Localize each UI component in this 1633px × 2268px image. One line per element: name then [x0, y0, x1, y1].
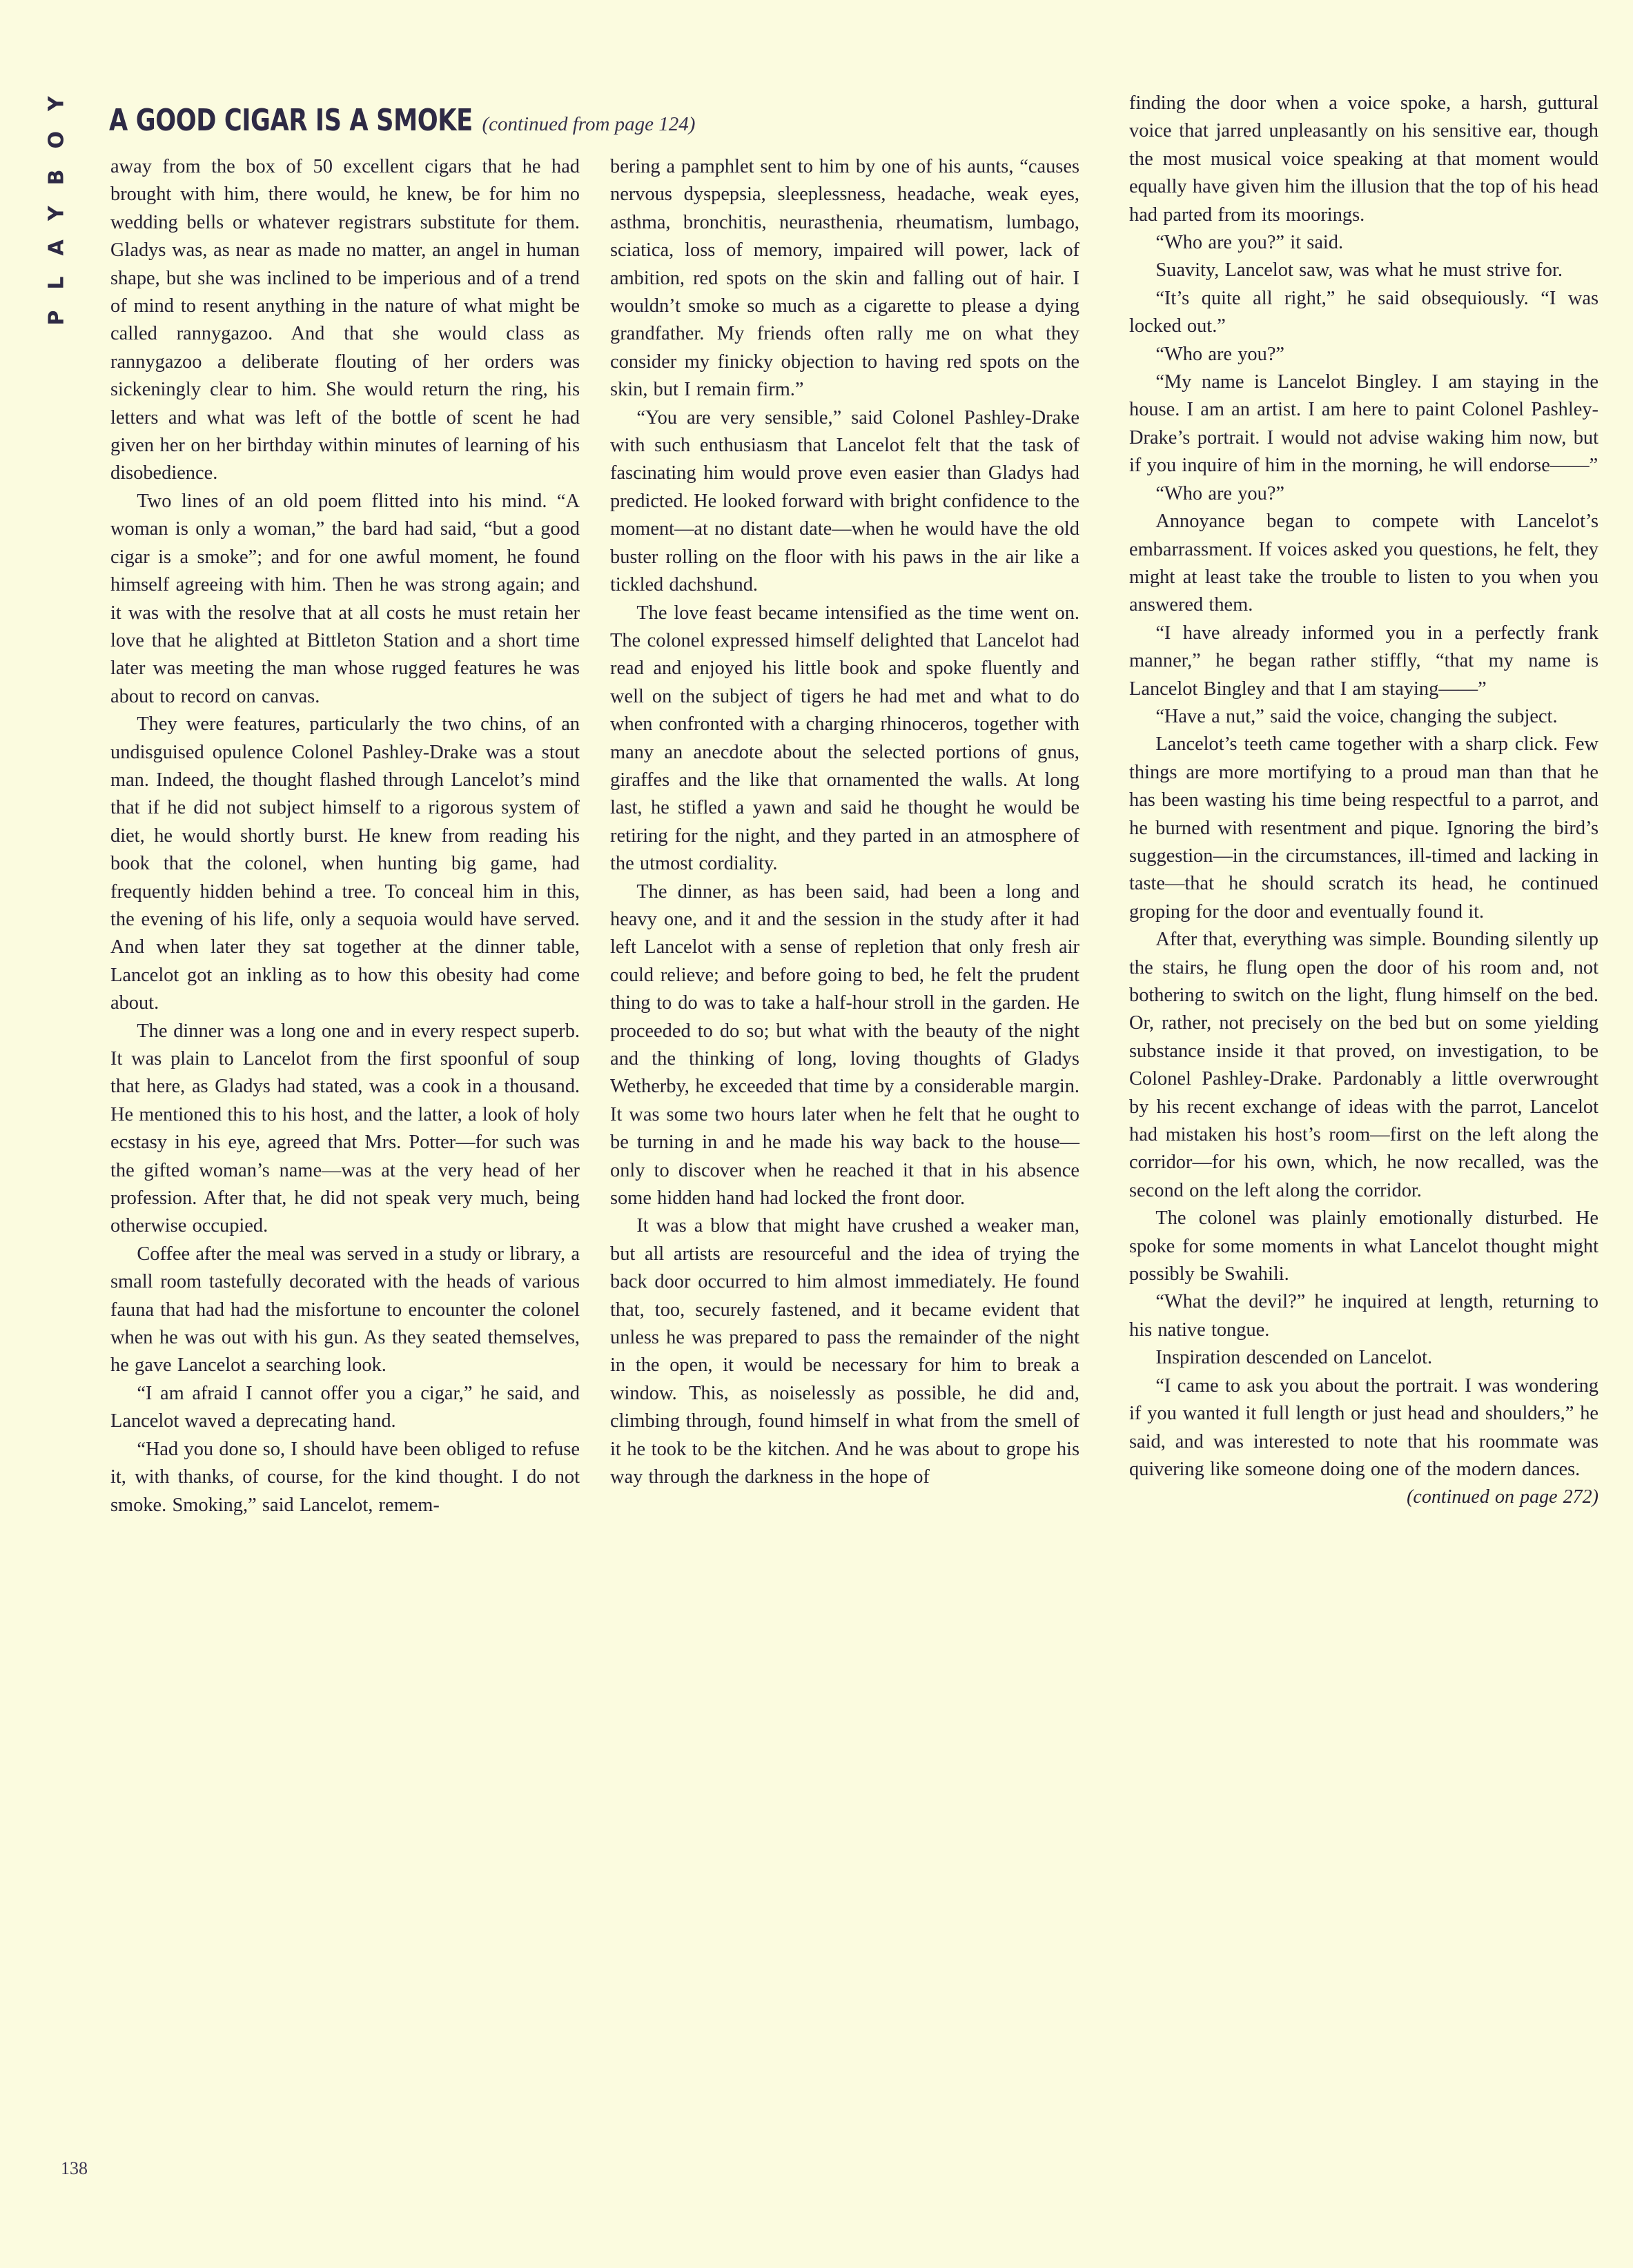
- page-title: A GOOD CIGAR IS A SMOKE: [109, 103, 473, 139]
- paragraph: “Have a nut,” said the voice, changing the subject.: [1155, 705, 1558, 727]
- paragraph: After that, everything was simple. Bounding silently up the stairs, he flung open the door of his room and, not bothering to switch on the light, flung himself on the bed. Or, rather, not precisely on the bed but on some yielding substance inside it that proved, on investigation, to be Colonel Pashley-Drake. Pardonably a little overwrought by his recent exchange of ideas with the parrot, Lancelot had mistaken his host’s room—first on the left along the corridor—for his own, which, he now recalled, was the second on the left along the corridor.: [1129, 929, 1598, 1201]
- paragraph: The colonel was plainly emotionally disturbed. He spoke for some moments in what Lancelot thought might possibly be Swahili.: [1129, 1207, 1598, 1285]
- paragraph: “It’s quite all right,” he said obsequiously. “I was locked out.”: [1129, 287, 1598, 337]
- paragraph: Inspiration descended on Lancelot.: [1155, 1347, 1433, 1369]
- paragraph: “Who are you?”: [1155, 343, 1285, 365]
- paragraph: “I am afraid I cannot offer you a cigar,” he said, and Lancelot waved a deprecating hand.: [110, 1382, 580, 1432]
- paragraph: “I have already informed you in a perfectly frank manner,” he began rather stiffly, “that my name is Lancelot Bingley and that I am staying——”: [1129, 622, 1598, 700]
- paragraph: The dinner, as has been said, had been a long and heavy one, and it and the session in the study after it had left Lancelot with a sense of repletion that only fresh air could relieve; and before going to bed, he felt the prudent thing to do was to take a half-hour stroll in the garden. He proceeded to do so; but what with the beauty of the night and the thinking of long, loving thoughts of Gladys Wetherby, he exceeded that time by a considerable margin. It was some two hours later when he felt that he ought to be turning in and he made his way back to the house—only to discover when he reached it that in his absence some hidden hand had locked the front door.: [610, 880, 1079, 1210]
- body-column-3: [1129, 90, 1598, 1512]
- paragraph: Coffee after the meal was served in a study or library, a small room tastefully decorated with the heads of various fauna that had had the misfortune to encounter the colonel when he was out with his gun. As they seated themselves, he gave Lancelot a searching look.: [110, 1243, 580, 1377]
- paragraph: They were features, particularly the two chins, of an undisguised opulence Colonel Pashley-Drake was a stout man. Indeed, the thought flashed through Lancelot’s mind that if he did not subject himself to a rigorous system of diet, he would shortly burst. He knew from reading his book that the colonel, when hunting big game, had frequently hidden behind a tree. To conceal him in this, the evening of his life, only a sequoia would have served. And when later they sat together at the dinner table, Lancelot got an inkling as to how this obesity had come about.: [110, 713, 580, 1014]
- playboy-masthead: [36, 75, 77, 326]
- continued-from-note: (continued from page 124): [482, 113, 696, 136]
- paragraph: Two lines of an old poem flitted into his mind. “A woman is only a woman,” the bard had said, “but a good cigar is a smoke”; and for one awful moment, he found himself agreeing with him. Then he was strong again; and it was with the resolve that at all costs he must retain her love that he alighted at Bittleton Station and a short time later was meeting the man whose rugged features he was about to record on canvas.: [110, 490, 580, 707]
- paragraph: It was a blow that might have crushed a weaker man, but all artists are resourceful and the idea of trying the back door occurred to him almost immediately. He found that, too, securely fastened, and it became evident that unless he was prepared to pass the remainder of the night in the open, it would be necessary for him to break a window. This, as noiselessly as possible, he did and, climbing through, found himself in what from the smell of it he took to be the kitchen. And he was about to grope his way through the darkness in the hope of: [610, 1215, 1079, 1488]
- paragraph: “I came to ask you about the portrait. I was wondering if you wanted it full length or just head and shoulders,” he said, and was interested to note that his roommate was quivering like someone doing one of the modern dances.: [1129, 1374, 1598, 1480]
- paragraph: “Who are you?” it said.: [1155, 232, 1344, 254]
- paragraph: Annoyance began to compete with Lancelot’s embarrassment. If voices asked you questions, he felt, they might at least take the trouble to listen to you when you answered them.: [1129, 511, 1598, 616]
- paragraph: Lancelot’s teeth came together with a sharp click. Few things are more mortifying to a proud man than that he has been wasting his time being respectful to a parrot, and he burned with resentment and pique. Ignoring the bird’s suggestion—in the circumstances, ill-timed and lacking in taste—that he should scratch its head, he continued groping for the door and eventually found it.: [1129, 733, 1598, 923]
- body-column-1: [110, 153, 580, 1519]
- body-column-2: [610, 153, 1079, 1492]
- paragraph: The dinner was a long one and in every respect superb. It was plain to Lancelot from the first spoonful of soup that here, as Gladys had stated, was a cook in a thousand. He mentioned this to his host, and the latter, a look of holy ecstasy in his eye, agreed that Mrs. Potter—for such was the gifted woman’s name—was at the very head of her profession. After that, he did not speak very much, being otherwise occupied.: [110, 1020, 580, 1237]
- paragraph: “Who are you?”: [1155, 482, 1285, 504]
- masthead-label: PLAYBOY: [44, 75, 69, 326]
- headline-row: [109, 83, 923, 139]
- paragraph: Suavity, Lancelot saw, was what he must strive for.: [1155, 259, 1563, 282]
- paragraph: “Had you done so, I should have been obliged to refuse it, with thanks, of course, for the kind thought. I do not smoke. Smoking,” said Lancelot, remem-: [110, 1438, 580, 1516]
- paragraph: away from the box of 50 excellent cigars that he had brought with him, there would, he knew, be for him no wedding bells or whatever registrars substitute for them. Gladys was, as near as made no matter, an angel in human shape, but she was inclined to be imperious and of a trend of mind to resent anything in the nature of what might be called rannygazoo. And that she would class as rannygazoo a deliberate flouting of her orders was sickeningly clear to him. She would return the ring, his letters and what was left of the bottle of scent he had given her on her birthday within minutes of learning of his disobedience.: [110, 156, 580, 484]
- paragraph: “You are very sensible,” said Colonel Pashley-Drake with such enthusiasm that Lancelot felt that the task of fascinating him would prove even easier than Gladys had predicted. He looked forward with bright confidence to the moment—at no distant date—when he would have the old buster rolling on the floor with his paws in the air like a tickled dachshund.: [610, 406, 1079, 596]
- paragraph: “What the devil?” he inquired at length, returning to his native tongue.: [1129, 1291, 1598, 1341]
- paragraph: bering a pamphlet sent to him by one of his aunts, “causes nervous dyspepsia, sleeplessness, headache, weak eyes, asthma, bronchitis, neurasthenia, rheumatism, lumbago, sciatica, loss of memory, impaired will power, lack of ambition, red spots on the skin and falling out of hair. I wouldn’t smoke so much as a cigarette to please a dying grandfather. My friends often rally me on what they consider my finicky objection to having red spots on the skin, but I remain firm.”: [610, 156, 1079, 401]
- paragraph: finding the door when a voice spoke, a harsh, guttural voice that jarred unpleasantly on his sensitive ear, though the most musical voice speaking at that moment would equally have given him the illusion that the top of his head had parted from its moorings.: [1129, 92, 1598, 226]
- continued-on-note: (continued on page 272): [1407, 1486, 1598, 1508]
- paragraph: “My name is Lancelot Bingley. I am staying in the house. I am an artist. I am here to paint Colonel Pashley-Drake’s portrait. I would not advise waking him now, but if you inquire of him in the morning, he will endorse——”: [1129, 371, 1598, 477]
- page-number: 138: [61, 2158, 88, 2178]
- paragraph: The love feast became intensified as the time went on. The colonel expressed himself delighted that Lancelot had read and enjoyed his little book and spoke fluently and well on the subject of tigers he had met and what to do when confronted with a charging rhinoceros, together with many an anecdote about the selected portions of gnus, giraffes and the like that ornamented the walls. At long last, he stifled a yawn and said he thought he would be retiring for the night, and they parted in an atmosphere of the utmost cordiality.: [610, 602, 1079, 875]
